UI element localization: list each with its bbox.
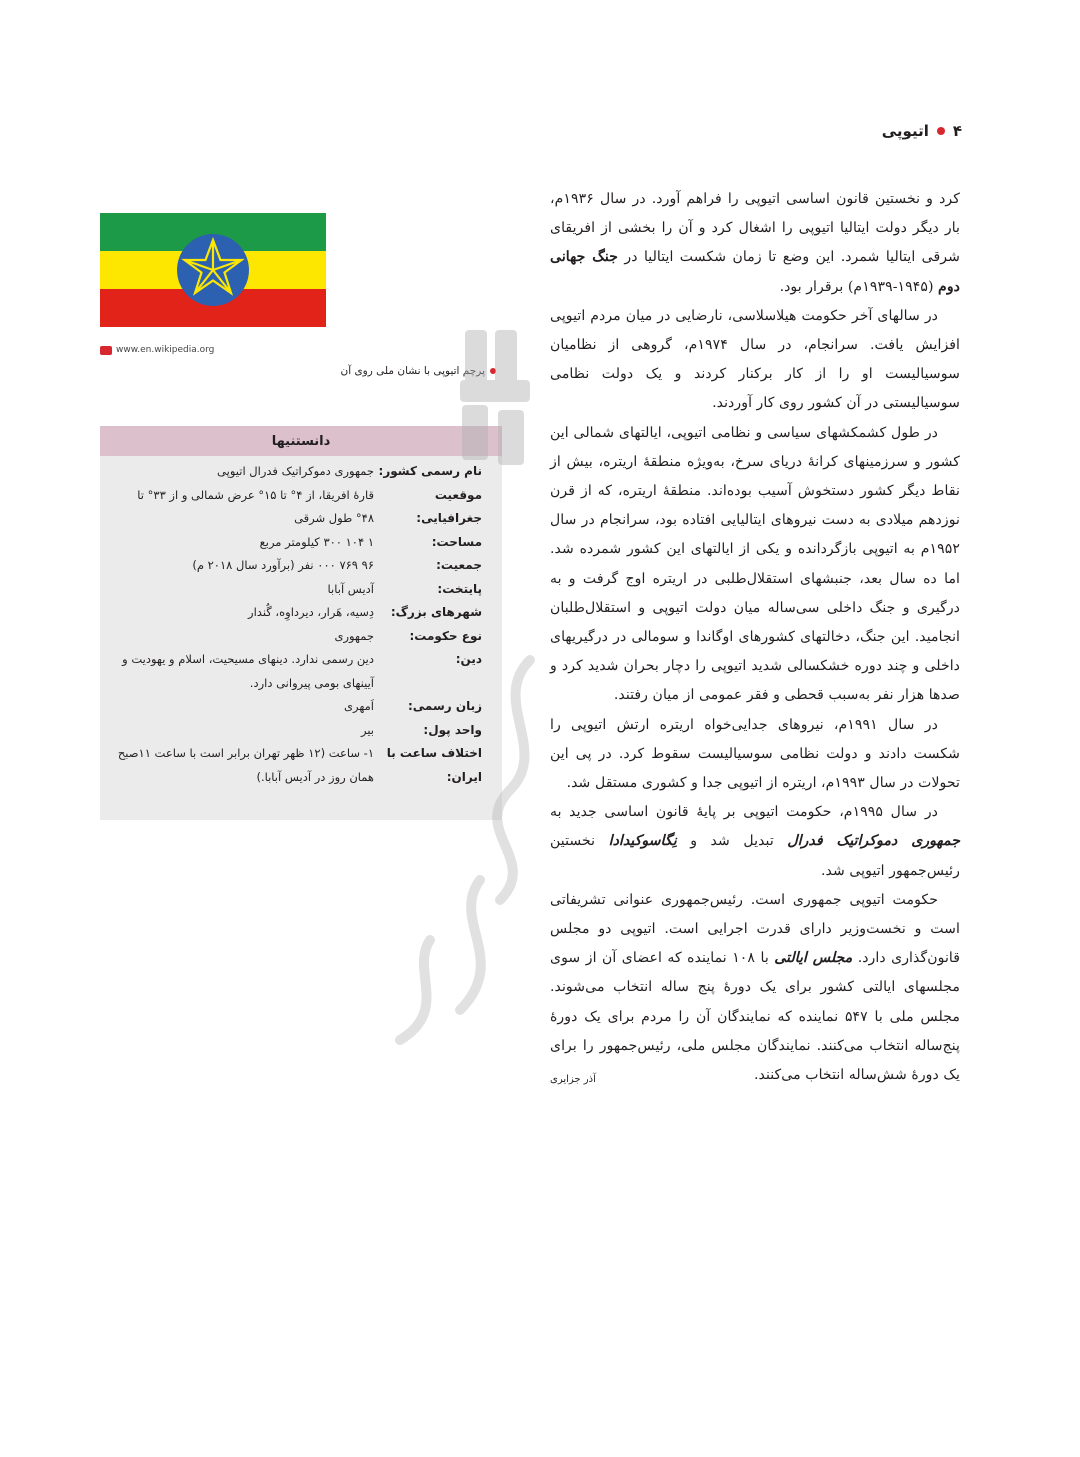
fact-value: دِسیه، هَرار، دیرداوِه، گُندار	[248, 605, 374, 619]
facts-row	[116, 554, 482, 578]
camera-icon	[100, 346, 112, 355]
fact-key: جمعیت:	[436, 558, 482, 572]
paragraph-text: با ۱۰۸ نماینده که اعضای آن از سوی مجلسهای ایالتی کشور برای یک دورهٔ پنج ساله انتخاب می‌شوند. مجلس ملی با ۵۴۷ نماینده که نمایندگان آن را مردم برای یک دورهٔ پنج‌ساله انتخاب می‌کنند. نمایندگان مجلس ملی، رئیس‌جمهور را برای یک دورهٔ شش‌ساله انتخاب می‌کنند.	[550, 950, 960, 1084]
page-number: ۴	[952, 122, 962, 140]
paragraph: در طول کشمکشهای سیاسی و نظامی اتیوپی، ایالتهای شمالی این کشور و سرزمینهای کرانهٔ دریای سرخ، به‌ویژه منطقهٔ اریتره، بیش از نقاط دیگر کشور دستخوش آسیب بوده‌اند. منطقهٔ اریتره، که از قرن نوزدهم میلادی به دست نیروهای ایتالیایی افتاده بود، سرانجام در سال ۱۹۵۲م به اتیوپی بازگردانده و یکی از ایالتهای این کشور شمرده شد. اما ده سال بعد، جنبشهای استقلال‌طلبی در اریتره اوج گرفت و به درگیری و جنگ داخلی سی‌ساله میان دولت اتیوپی و استقلال‌طلبان انجامید. این جنگ، دخالتهای کشورهای اوگاندا و سومالی در درگیریهای داخلی و چند دوره خشکسالی شدید اتیوپی را دچار بحران شدید کرد و صدها هزار نفر به‌سبب قحطی و فقر عمومی از میان رفتند.	[550, 424, 960, 704]
paragraph: در سالهای آخر حکومت هیلاسلاسی، نارضایی در میان مردم اتیوپی افزایش یافت. سرانجام، در سال ۱۹۷۴م، گروهی از نظامیان سوسیالیست او را از کار برکنار کردند و یک دولت نظامی سوسیالیستی در آن کشور روی کار آوردند.	[550, 307, 960, 412]
paragraph-text: در سال ۱۹۹۵م، حکومت اتیوپی بر پایهٔ قانون اساسی جدید به	[550, 804, 938, 821]
facts-row	[116, 601, 482, 625]
article-body	[550, 185, 960, 1094]
fact-key: نام رسمی کشور:	[378, 464, 482, 478]
paragraph-text: حکومت اتیوپی جمهوری است. رئیس‌جمهوری عنوانی تشریفاتی است و نخست‌وزیر دارای قدرت اجرایی است. اتیوپی دو مجلس قانون‌گذاری دارد.	[550, 891, 960, 967]
facts-row	[116, 625, 482, 649]
bold-term: مجلس ایالتی	[774, 950, 853, 967]
facts-row	[116, 648, 482, 695]
fact-key: مساحت:	[431, 534, 482, 549]
fact-key: زبان رسمی:	[407, 699, 482, 713]
facts-title: دانستنیها	[100, 426, 502, 456]
fact-value: بیر	[360, 722, 374, 737]
facts-row	[116, 531, 482, 555]
fact-key: شهرهای بزرگ:	[390, 605, 482, 619]
fact-value: جمهوری دموکراتیک فدرال اتیوپی	[217, 464, 374, 478]
page-header	[882, 122, 962, 140]
fact-value: دین رسمی ندارد. دینهای مسیحیت، اسلام و یهودیت و آیینهای بومی پیروانی دارد.	[122, 652, 374, 690]
fact-key: نوع حکومت:	[409, 628, 482, 643]
caption-text: پرچم اتیوپی با نشان ملی روی آن	[340, 365, 485, 377]
fact-value: قارهٔ افریقا، از ۴° تا ۱۵° عرض شمالی و از ۳۳° تا ۴۸° طول شرقی	[137, 487, 374, 525]
facts-row	[116, 578, 482, 602]
bullet-dot-icon	[937, 127, 945, 135]
paragraph	[550, 886, 960, 1090]
fact-value: ۱- ساعت (۱۲ ظهر تهران برابر است با ساعت ۱۱صبح همان روز در آدیس آبابا.)	[117, 746, 374, 784]
paragraph-text: (۱۹۴۵-۱۹۳۹م) برقرار بود.	[779, 278, 934, 295]
fact-key: اختلاف ساعت با ایران:	[386, 746, 482, 784]
facts-row	[116, 460, 482, 484]
image-source	[100, 345, 214, 355]
paragraph-text: کرد و نخستین قانون اساسی اتیوپی را فراهم آورد. در سال ۱۹۳۶م، بار دیگر دولت ایتالیا اتیوپی را اشغال کرد و آن را بخشی از افریقای شرقی ایتالیا شمرد. این وضع تا زمان شکست ایتالیا در	[550, 191, 960, 266]
facts-box	[100, 426, 502, 820]
caption-bullet-icon	[490, 368, 496, 374]
fact-key: پایتخت:	[437, 581, 482, 596]
paragraph-text: نخستین رئیس‌جمهور اتیوپی شد.	[550, 833, 960, 879]
author-credit: آذر جزایری	[550, 1074, 596, 1086]
facts-list	[100, 456, 502, 789]
fact-value: آدیس آبابا	[327, 581, 374, 596]
facts-row	[116, 742, 482, 789]
ethiopia-flag	[100, 213, 326, 327]
paragraph	[550, 798, 960, 886]
flag-caption	[100, 365, 496, 377]
fact-key: واحد پول:	[423, 722, 482, 737]
paragraph	[550, 185, 960, 302]
facts-row	[116, 719, 482, 743]
bold-term: جمهوری دموکراتیک فدرال	[787, 833, 960, 850]
source-url: www.en.wikipedia.org	[116, 345, 215, 355]
paragraph: در سال ۱۹۹۱م، نیروهای جدایی‌خواه اریتره ارتش اتیوپی را شکست دادند و دولت نظامی سوسیالیست سقوط کرد. در پی این تحولات در سال ۱۹۹۳م، اریتره از اتیوپی جدا و کشوری مستقل شد.	[550, 716, 960, 792]
fact-value: اَمهری	[343, 699, 374, 713]
fact-value: جمهوری	[334, 628, 374, 643]
fact-value: ۱ ۱۰۴ ۳۰۰ کیلومتر مربع	[259, 534, 374, 549]
fact-value: ۹۶ ۷۶۹ ۰۰۰ نفر (برآورد سال ۲۰۱۸ م)	[192, 558, 374, 572]
page-title: اتیوپی	[881, 122, 929, 140]
facts-row	[116, 484, 482, 531]
paragraph-text: تبدیل شد و	[690, 833, 774, 850]
fact-key: دین:	[455, 652, 482, 666]
bold-term: جنگ جهانی دوم	[550, 249, 960, 295]
bold-term: نِگاسوکیدادا	[608, 833, 677, 850]
fact-key: موقعیت جغرافیایی:	[416, 487, 482, 525]
facts-row	[116, 695, 482, 719]
